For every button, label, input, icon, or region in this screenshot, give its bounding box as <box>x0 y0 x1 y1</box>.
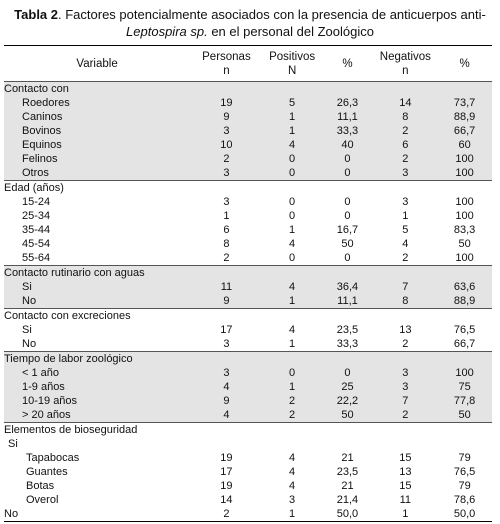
cell-n: 19 <box>220 480 233 492</box>
header-pct-positivos: % <box>342 57 353 70</box>
table-caption <box>0 6 500 40</box>
table-row <box>4 394 492 408</box>
row-label: Caninos <box>4 110 190 124</box>
cell-n: 4 <box>190 408 263 423</box>
cell-pos: 1 <box>263 507 322 522</box>
table-row <box>4 96 492 110</box>
table-row <box>4 124 492 138</box>
cell-pct-neg: 76,5 <box>453 324 476 336</box>
table-row <box>4 138 492 152</box>
cell-neg: 2 <box>373 152 437 166</box>
row-label: 1-9 años <box>4 380 190 394</box>
group-title: Contacto con <box>4 82 492 97</box>
cell-neg: 8 <box>373 110 437 124</box>
group-title: Contacto con excreciones <box>4 309 492 324</box>
cell-n: 14 <box>220 494 233 506</box>
cell-n: 2 <box>190 152 263 166</box>
table-row <box>4 251 492 266</box>
table-row <box>4 237 492 251</box>
cell-pct-neg: 50 <box>458 238 471 250</box>
table-row <box>4 110 492 124</box>
cell-pct-neg: 88,9 <box>437 110 492 124</box>
cell-pct-neg: 100 <box>437 366 492 380</box>
cell-pct-pos: 0 <box>321 366 373 380</box>
cell-n: 8 <box>223 238 230 250</box>
row-label: Guantes <box>26 466 68 478</box>
header-personas-line2: n <box>223 64 230 77</box>
row-label: Si <box>22 324 32 336</box>
header-negativos <box>373 46 437 82</box>
table-row <box>4 337 492 352</box>
row-label: 35-44 <box>22 224 51 236</box>
row-label: 10-19 años <box>4 394 190 408</box>
cell-pct-neg: 100 <box>437 152 492 166</box>
cell-pct-pos: 0 <box>344 210 351 222</box>
cell-n: 9 <box>190 110 263 124</box>
cell-neg: 1 <box>402 210 409 222</box>
cell-pct-neg: 88,9 <box>437 294 492 309</box>
table-row <box>4 465 492 479</box>
cell-pct-pos: 21 <box>341 452 354 464</box>
cell-pct-pos: 0 <box>344 252 351 264</box>
cell-n: 6 <box>223 224 230 236</box>
cell-neg: 7 <box>373 280 437 294</box>
cell-pct-pos: 26,3 <box>321 96 373 110</box>
cell-n: 2 <box>190 507 263 522</box>
row-label: Botas <box>26 480 55 492</box>
cell-pct-neg: 76,5 <box>453 466 476 478</box>
cell-n: 3 <box>223 338 230 350</box>
cell-pct-neg: 79 <box>458 452 471 464</box>
cell-n: 17 <box>220 466 233 478</box>
cell-pct-neg: 83,3 <box>453 224 476 236</box>
cell-pct-neg: 75 <box>437 380 492 394</box>
table-row <box>4 366 492 380</box>
cell-neg: 3 <box>402 196 409 208</box>
caption-text-before: . Factores potencialmente asociados con la presencia de anticuerpos anti- <box>58 7 486 22</box>
subgroup-label: Si <box>8 438 18 450</box>
cell-pos: 1 <box>263 110 322 124</box>
cell-pos: 0 <box>289 196 296 208</box>
header-personas <box>190 46 263 82</box>
cell-pct-pos: 22,2 <box>321 394 373 408</box>
cell-pos: 1 <box>289 224 296 236</box>
row-label: No <box>22 338 37 350</box>
group-title-row <box>4 181 492 196</box>
cell-pct-pos: 25 <box>321 380 373 394</box>
row-label: Bovinos <box>4 124 190 138</box>
group-title: Edad (años) <box>4 181 492 196</box>
cell-pct-neg: 60 <box>437 138 492 152</box>
row-label: Roedores <box>4 96 190 110</box>
cell-pos: 2 <box>263 394 322 408</box>
cell-pct-pos: 40 <box>321 138 373 152</box>
cell-pos: 2 <box>263 408 322 423</box>
caption-text-after: en el personal del Zoológico <box>207 24 374 39</box>
table-row <box>4 493 492 507</box>
cell-pos: 1 <box>263 124 322 138</box>
group-title-row <box>4 352 492 367</box>
cell-pos: 4 <box>263 280 322 294</box>
row-label: Otros <box>4 166 190 181</box>
cell-pct-neg: 100 <box>455 210 474 222</box>
row-label: Si <box>4 280 190 294</box>
header-personas-line1: Personas <box>202 50 251 63</box>
cell-pct-neg: 100 <box>455 252 474 264</box>
table-row <box>4 294 492 309</box>
row-label: 25-34 <box>22 210 51 222</box>
cell-pct-neg: 66,7 <box>437 124 492 138</box>
table-row <box>4 323 492 337</box>
subgroup-row <box>4 437 492 451</box>
cell-pos: 1 <box>263 294 322 309</box>
row-label: > 20 años <box>4 408 190 423</box>
row-label: 15-24 <box>22 196 51 208</box>
cell-n: 2 <box>223 252 230 264</box>
table-row <box>4 223 492 237</box>
cell-neg: 11 <box>399 494 412 506</box>
cell-n: 17 <box>220 324 233 336</box>
cell-pct-pos: 16,7 <box>336 224 359 236</box>
row-label: Tapabocas <box>26 452 80 464</box>
cell-pos: 4 <box>263 138 322 152</box>
table-row <box>4 408 492 423</box>
cell-pct-pos: 21,4 <box>336 494 359 506</box>
cell-pos: 4 <box>289 452 296 464</box>
cell-neg: 15 <box>399 480 412 492</box>
cell-pos: 4 <box>289 238 296 250</box>
cell-pos: 0 <box>289 252 296 264</box>
cell-pct-neg: 73,7 <box>437 96 492 110</box>
cell-pos: 5 <box>263 96 322 110</box>
row-label: No <box>4 507 190 522</box>
cell-pct-pos: 23,5 <box>336 466 359 478</box>
table-row <box>4 166 492 181</box>
table-row <box>4 152 492 166</box>
cell-pos: 0 <box>289 210 296 222</box>
cell-neg: 15 <box>399 452 412 464</box>
table-row <box>4 380 492 394</box>
cell-neg: 7 <box>373 394 437 408</box>
cell-pos: 1 <box>289 338 296 350</box>
table-row <box>4 507 492 522</box>
table-body <box>4 82 492 522</box>
cell-neg: 13 <box>399 324 412 336</box>
cell-pct-pos: 50,0 <box>321 507 373 522</box>
cell-neg: 2 <box>402 252 409 264</box>
group-title-row <box>4 423 492 438</box>
cell-pos: 4 <box>289 480 296 492</box>
table-row <box>4 195 492 209</box>
row-label: 55-64 <box>22 252 51 264</box>
caption-italic: Leptospira sp. <box>126 24 208 39</box>
cell-pct-pos: 36,4 <box>321 280 373 294</box>
group-title: Elementos de bioseguridad <box>4 423 492 438</box>
header-negativos-line2: n <box>402 64 409 77</box>
group-title-row <box>4 266 492 281</box>
cell-n: 3 <box>190 166 263 181</box>
header-variable: Variable <box>76 57 118 70</box>
cell-pos: 0 <box>263 166 322 181</box>
cell-neg: 6 <box>373 138 437 152</box>
header-positivos-line1: Positivos <box>269 50 316 63</box>
row-label: No <box>4 294 190 309</box>
header-positivos <box>263 46 322 82</box>
cell-pct-neg: 66,7 <box>453 338 476 350</box>
group-title-row <box>4 82 492 97</box>
cell-n: 19 <box>220 452 233 464</box>
header-pct-negativos: % <box>459 57 470 70</box>
cell-neg: 14 <box>373 96 437 110</box>
cell-pct-neg: 63,6 <box>437 280 492 294</box>
cell-neg: 1 <box>373 507 437 522</box>
cell-pct-pos: 23,5 <box>336 324 359 336</box>
cell-neg: 2 <box>373 408 437 423</box>
table-row <box>4 479 492 493</box>
header-positivos-line2: N <box>287 64 297 77</box>
cell-pct-neg: 77,8 <box>437 394 492 408</box>
cell-pos: 0 <box>263 152 322 166</box>
cell-n: 1 <box>223 210 230 222</box>
row-label: Equinos <box>4 138 190 152</box>
table-row <box>4 209 492 223</box>
row-label: Overol <box>26 494 59 506</box>
group-title: Tiempo de labor zoológico <box>4 352 492 367</box>
row-label: < 1 año <box>4 366 190 380</box>
cell-n: 19 <box>190 96 263 110</box>
cell-pct-pos: 50 <box>321 408 373 423</box>
cell-n: 11 <box>190 280 263 294</box>
cell-n: 3 <box>190 124 263 138</box>
results-table <box>4 45 492 522</box>
cell-neg: 3 <box>373 380 437 394</box>
cell-pct-neg: 100 <box>455 196 474 208</box>
cell-neg: 4 <box>402 238 409 250</box>
cell-pct-neg: 79 <box>458 480 471 492</box>
table-row <box>4 451 492 465</box>
cell-pos: 3 <box>289 494 296 506</box>
cell-pct-pos: 33,3 <box>336 338 359 350</box>
cell-pct-pos: 0 <box>321 152 373 166</box>
cell-neg: 5 <box>402 224 409 236</box>
cell-n: 9 <box>190 294 263 309</box>
row-label: Felinos <box>4 152 190 166</box>
cell-pos: 4 <box>289 324 296 336</box>
cell-pct-pos: 11,1 <box>321 110 373 124</box>
cell-n: 4 <box>190 380 263 394</box>
cell-pct-neg: 50,0 <box>437 507 492 522</box>
header-row <box>4 46 492 82</box>
cell-pos: 0 <box>263 366 322 380</box>
cell-pct-pos: 33,3 <box>321 124 373 138</box>
cell-pct-pos: 11,1 <box>321 294 373 309</box>
cell-neg: 3 <box>373 166 437 181</box>
cell-neg: 13 <box>399 466 412 478</box>
header-negativos-line1: Negativos <box>379 50 431 63</box>
cell-neg: 3 <box>373 366 437 380</box>
cell-n: 10 <box>190 138 263 152</box>
cell-pct-neg: 100 <box>437 166 492 181</box>
cell-n: 9 <box>190 394 263 408</box>
cell-pct-pos: 50 <box>341 238 354 250</box>
cell-pct-neg: 78,6 <box>453 494 476 506</box>
cell-pct-neg: 50 <box>437 408 492 423</box>
cell-pct-pos: 21 <box>341 480 354 492</box>
cell-pct-pos: 0 <box>344 196 351 208</box>
row-label: 45-54 <box>22 238 51 250</box>
table-row <box>4 280 492 294</box>
cell-neg: 8 <box>373 294 437 309</box>
group-title-row <box>4 309 492 324</box>
cell-pos: 1 <box>263 380 322 394</box>
cell-n: 3 <box>223 196 230 208</box>
cell-pos: 4 <box>289 466 296 478</box>
cell-neg: 2 <box>373 124 437 138</box>
group-title: Contacto rutinario con aguas <box>4 266 492 281</box>
caption-label: Tabla 2 <box>14 7 59 22</box>
cell-pct-pos: 0 <box>321 166 373 181</box>
cell-neg: 2 <box>402 338 409 350</box>
cell-n: 3 <box>190 366 263 380</box>
